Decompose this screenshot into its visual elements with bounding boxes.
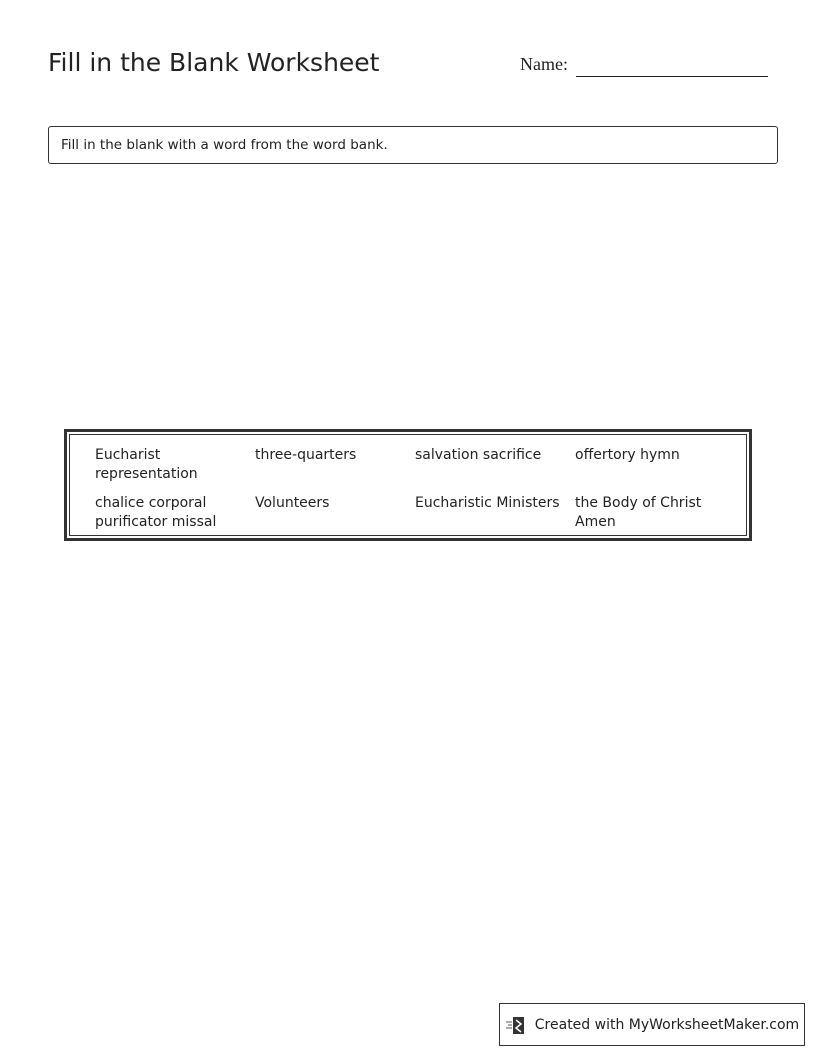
word-bank-item: Volunteers bbox=[255, 495, 330, 511]
word-bank-item: offertory hymn bbox=[575, 447, 680, 463]
word-bank-item: Eucharistic Ministers bbox=[415, 495, 560, 511]
word-bank-item: three-quarters bbox=[255, 447, 357, 463]
worksheet-logo-icon bbox=[505, 1014, 527, 1036]
footer-text: Created with MyWorksheetMaker.com bbox=[534, 1016, 800, 1033]
name-blank-line bbox=[576, 76, 768, 77]
word-bank-item: the Body of Christ Amen bbox=[575, 495, 702, 530]
word-bank-item: salvation sacrifice bbox=[415, 447, 542, 463]
footer-badge[interactable] bbox=[499, 1003, 805, 1046]
word-bank-item: Eucharist representation bbox=[95, 447, 198, 482]
word-bank bbox=[64, 429, 752, 541]
word-bank-item: chalice corporal purificator missal bbox=[95, 495, 217, 530]
name-label: Name: bbox=[520, 54, 568, 74]
page-title: Fill in the Blank Worksheet bbox=[48, 48, 380, 77]
instructions-box: Fill in the blank with a word from the word bank. bbox=[48, 126, 778, 164]
